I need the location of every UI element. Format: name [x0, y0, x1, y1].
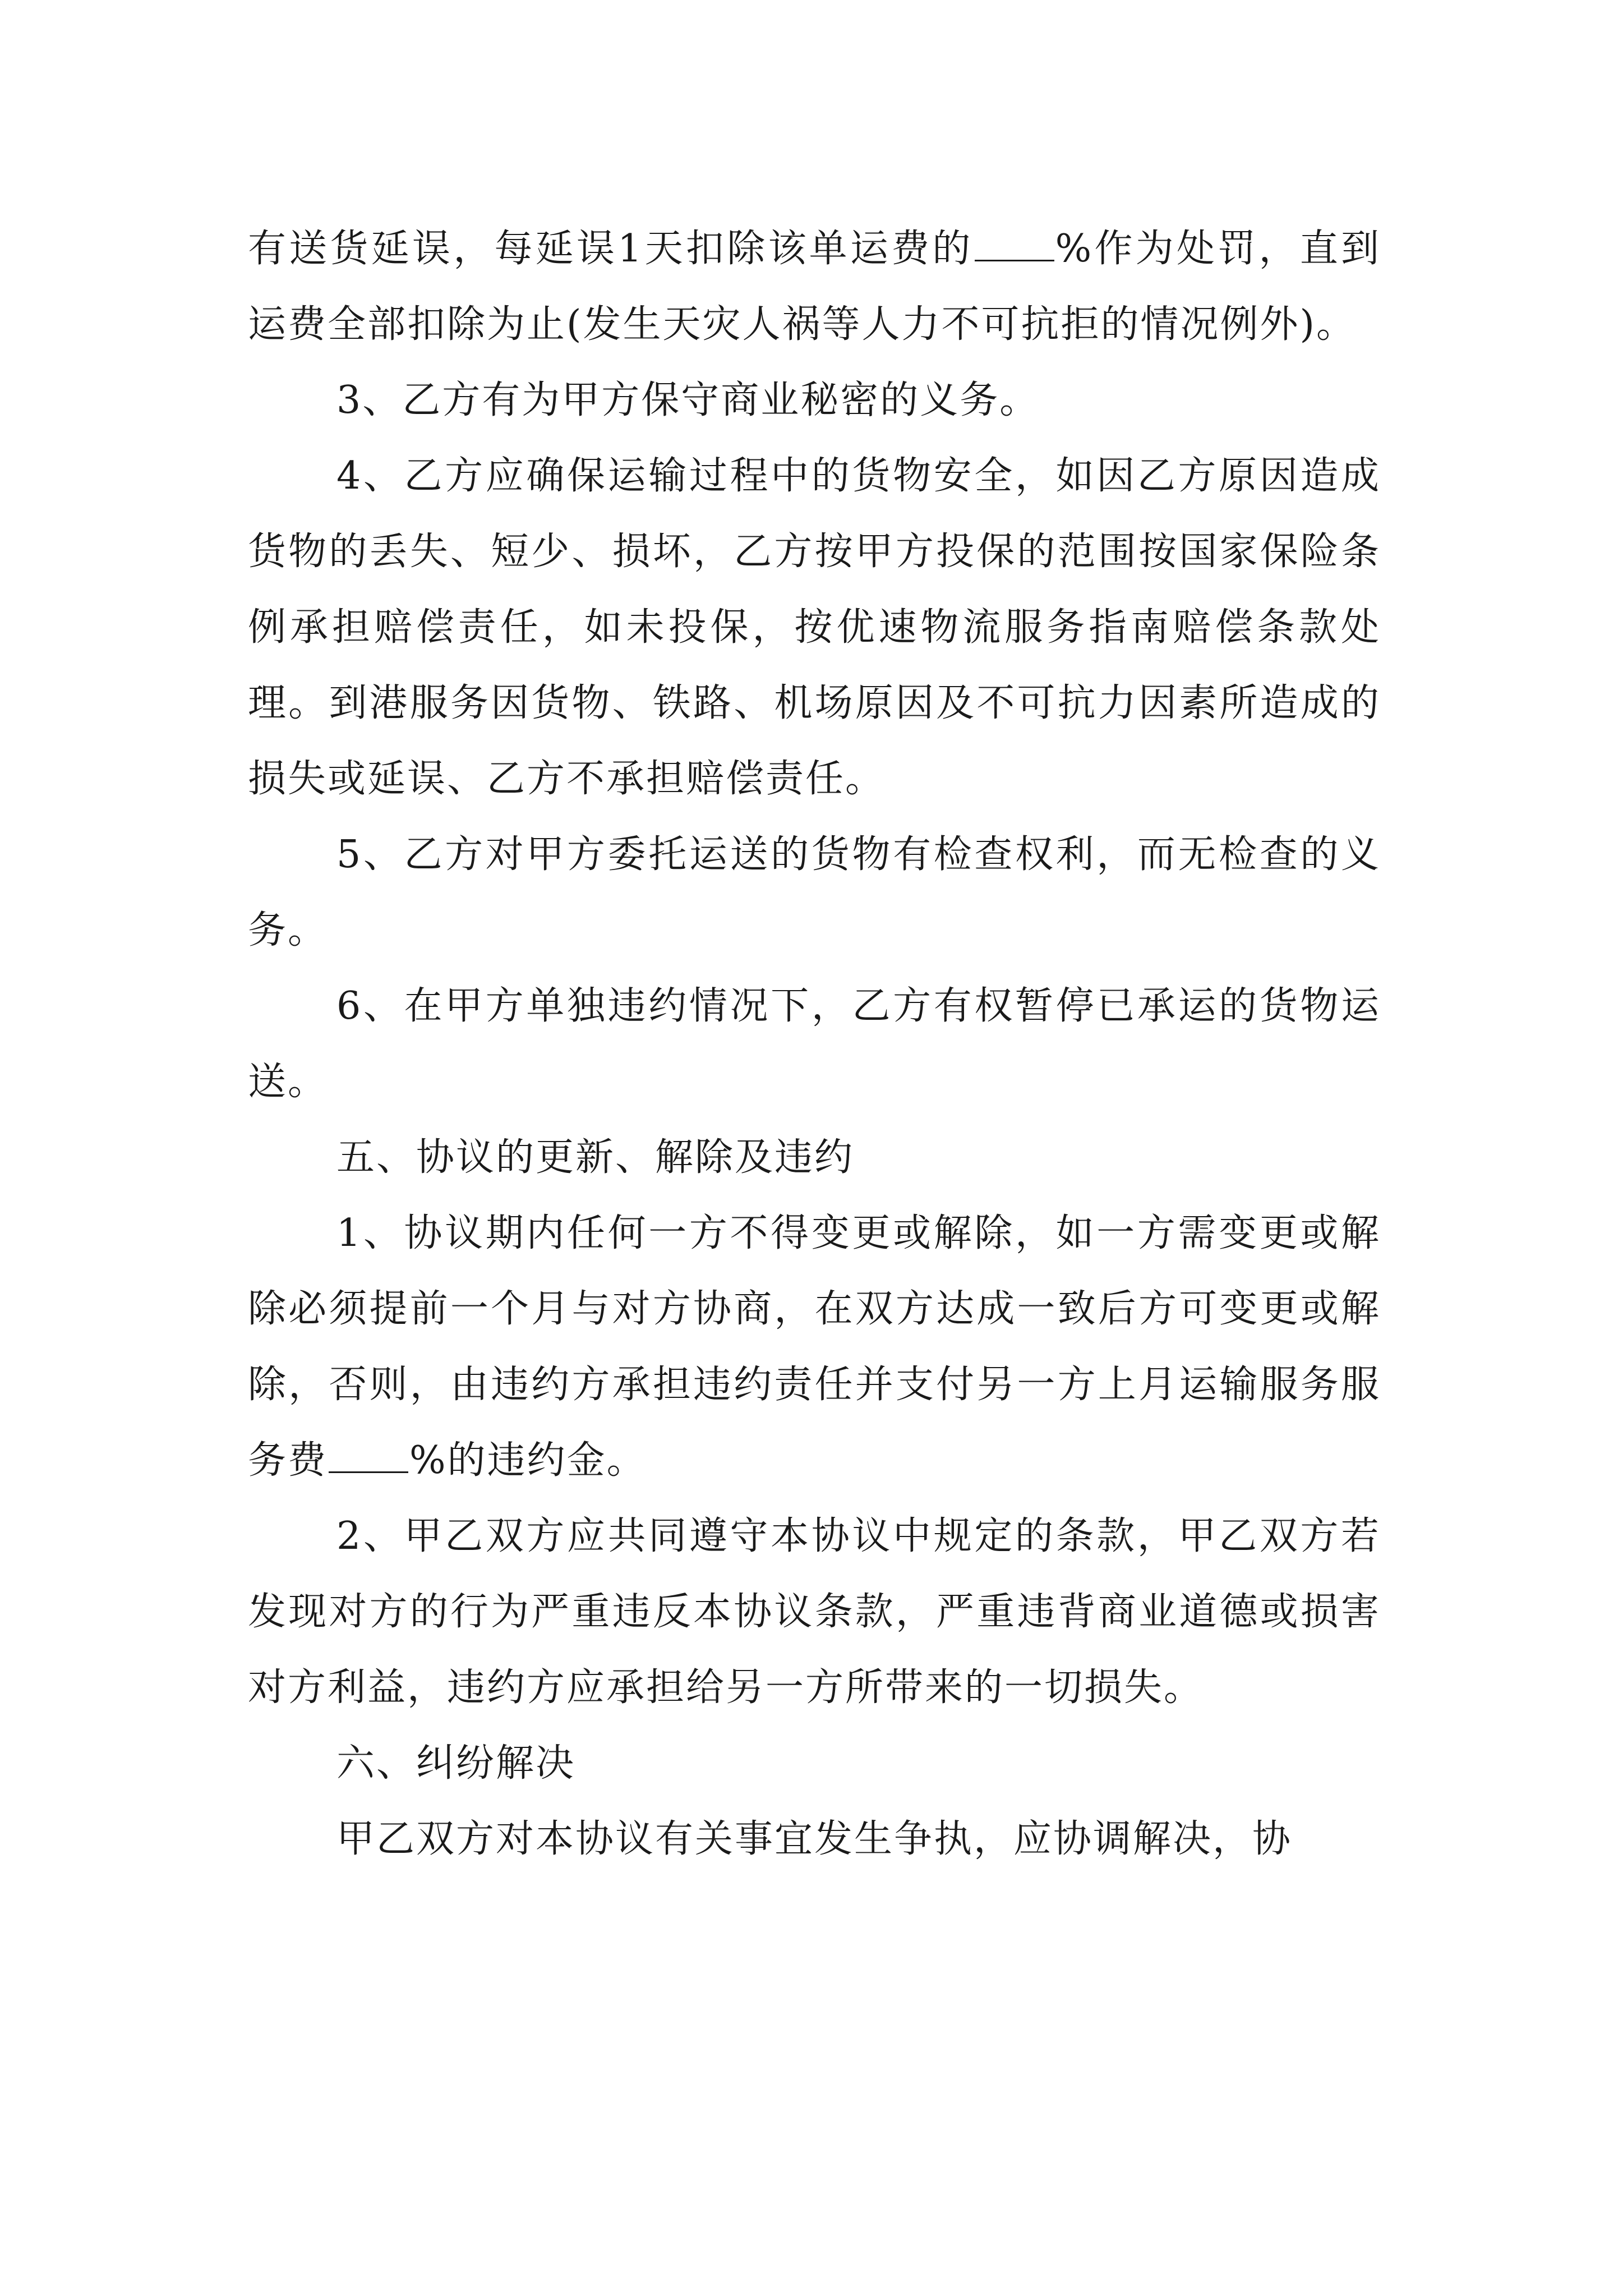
fill-in-blank	[329, 1469, 408, 1473]
paragraph-text: %作为处罚，直到运费全部扣除为止(发生天灾人祸等人力不可抗拒的情况例外)。	[248, 227, 1381, 347]
paragraph-text: 1、协议期内任何一方不得变更或解除，如一方需变更或解除必须提前一个月与对方协商，在双方达成一致后方可变更或解除，否则，由违约方承担违约责任并支付另一方上月运输服务服务费	[248, 1211, 1381, 1483]
paragraph-dispute-resolution: 甲乙双方对本协议有关事宜发生争执，应协调解决，协	[336, 1817, 1293, 1861]
paragraph-text: 有送货延误，每延误1天扣除该单运费的	[248, 227, 974, 271]
paragraph-clause-3: 3、乙方有为甲方保守商业秘密的义务。	[336, 378, 1040, 422]
section-heading-6: 六、纠纷解决	[336, 1741, 576, 1786]
section-heading-5: 五、协议的更新、解除及违约	[336, 1135, 855, 1180]
document-body	[248, 211, 1381, 1877]
paragraph-section5-clause-1	[248, 1195, 1381, 1498]
paragraph-clause-5: 5、乙方对甲方委托运送的货物有检查权利，而无检查的义务。	[248, 832, 1381, 953]
paragraph-text: %的违约金。	[409, 1438, 647, 1483]
paragraph-section5-clause-2: 2、甲乙双方应共同遵守本协议中规定的条款，甲乙双方若发现对方的行为严重违反本协议条款，严重违背商业道德或损害对方利益，违约方应承担给另一方所带来的一切损失。	[248, 1514, 1381, 1710]
paragraph-clause-6: 6、在甲方单独违约情况下，乙方有权暂停已承运的货物运送。	[248, 984, 1381, 1104]
paragraph-delay-penalty	[248, 211, 1381, 362]
paragraph-clause-4: 4、乙方应确保运输过程中的货物安全，如因乙方原因造成货物的丢失、短少、损坏，乙方按甲方投保的范围按国家保险条例承担赔偿责任，如未投保，按优速物流服务指南赔偿条款处理。到港服务因货物、铁路、机场原因及不可抗力因素所造成的损失或延误、乙方不承担赔偿责任。	[248, 454, 1381, 801]
fill-in-blank	[975, 257, 1054, 261]
